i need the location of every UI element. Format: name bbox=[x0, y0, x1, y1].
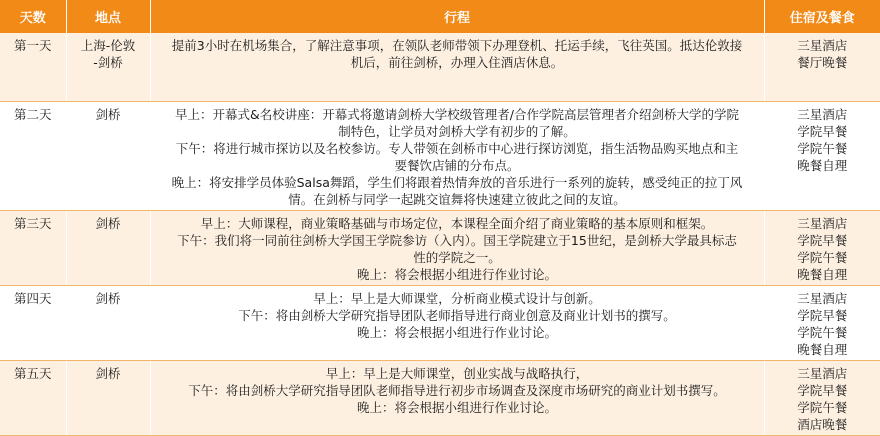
plan-line: 晚上：将安排学员体验Salsa舞蹈，学生们将跟着热情奔放的音乐进行一系列的旋转，感受纯正的拉丁风 bbox=[171, 175, 743, 190]
stay-line: 三星酒店 bbox=[797, 107, 848, 122]
stay-line: 学院午餐 bbox=[797, 325, 848, 340]
cell-day: 第四天 bbox=[0, 286, 66, 361]
stay-line: 三星酒店 bbox=[797, 366, 848, 381]
plan-line: 晚上：将会根据小组进行作业讨论。 bbox=[356, 267, 557, 282]
place-line: 上海-伦敦 bbox=[80, 38, 136, 53]
stay-line: 三星酒店 bbox=[797, 291, 848, 306]
stay-line: 学院早餐 bbox=[797, 383, 848, 398]
cell-plan bbox=[150, 102, 764, 211]
place-line: 剑桥 bbox=[95, 107, 121, 122]
cell-stay bbox=[764, 33, 880, 102]
stay-line: 三星酒店 bbox=[797, 38, 848, 53]
stay-line: 学院早餐 bbox=[797, 308, 848, 323]
stay-line: 晚餐自理 bbox=[797, 158, 848, 173]
plan-line: 下午：将由剑桥大学研究指导团队老师指导进行商业创意及商业计划书的撰写。 bbox=[238, 308, 676, 323]
cell-stay bbox=[764, 102, 880, 211]
cell-day: 第二天 bbox=[0, 102, 66, 211]
stay-line: 学院午餐 bbox=[797, 250, 848, 265]
plan-line: 性的学院之一。 bbox=[413, 250, 501, 265]
plan-line: 早上：早上是大师课堂，创业实战与战略执行， bbox=[325, 366, 589, 381]
plan-line: 要餐饮店铺的分布点。 bbox=[394, 158, 520, 173]
table-row bbox=[0, 33, 880, 102]
table-header-row bbox=[0, 0, 880, 33]
table-row bbox=[0, 102, 880, 211]
cell-plan bbox=[150, 286, 764, 361]
place-line: 剑桥 bbox=[95, 366, 121, 381]
stay-line: 酒店晚餐 bbox=[797, 417, 848, 432]
cell-place bbox=[66, 286, 150, 361]
plan-line: 提前3小时在机场集合，了解注意事项，在领队老师带领下办理登机、托运手续，飞往英国。抵达伦敦接 bbox=[171, 38, 743, 53]
place-line: 剑桥 bbox=[95, 291, 121, 306]
header-day: 天数 bbox=[0, 0, 66, 33]
cell-stay bbox=[764, 286, 880, 361]
stay-line: 晚餐自理 bbox=[797, 267, 848, 282]
stay-line: 学院早餐 bbox=[797, 233, 848, 248]
plan-line: 晚上：将会根据小组进行作业讨论。 bbox=[356, 400, 557, 415]
cell-plan bbox=[150, 211, 764, 286]
stay-line: 晚餐自理 bbox=[797, 342, 848, 357]
header-place: 地点 bbox=[66, 0, 150, 33]
plan-line: 早上：大师课程，商业策略基础与市场定位，本课程全面介绍了商业策略的基本原则和框架。 bbox=[200, 216, 714, 231]
plan-line: 情。在剑桥与同学一起跳交谊舞将快速建立彼此之间的友谊。 bbox=[288, 192, 626, 207]
cell-place bbox=[66, 102, 150, 211]
plan-line: 制特色，让学员对剑桥大学有初步的了解。 bbox=[338, 124, 576, 139]
cell-plan bbox=[150, 33, 764, 102]
cell-stay bbox=[764, 361, 880, 436]
table-row bbox=[0, 286, 880, 361]
plan-line: 下午：将进行城市探访以及名校参访。专人带领在剑桥市中心进行探访浏览，指生活物品购买地点和主 bbox=[175, 141, 739, 156]
plan-line: 机后，前往剑桥，办理入住酒店休息。 bbox=[350, 55, 564, 70]
header-stay: 住宿及餐食 bbox=[764, 0, 880, 33]
place-line: 剑桥 bbox=[95, 216, 121, 231]
plan-line: 早上：早上是大师课堂，分析商业模式设计与创新。 bbox=[313, 291, 601, 306]
cell-day: 第五天 bbox=[0, 361, 66, 436]
header-plan: 行程 bbox=[150, 0, 764, 33]
cell-plan bbox=[150, 361, 764, 436]
cell-place bbox=[66, 361, 150, 436]
plan-line: 早上：开幕式&名校讲座：开幕式将邀请剑桥大学校级管理者/合作学院高层管理者介绍剑桥大学的学院 bbox=[175, 107, 739, 122]
cell-place bbox=[66, 33, 150, 102]
cell-day: 第一天 bbox=[0, 33, 66, 102]
stay-line: 学院早餐 bbox=[797, 124, 848, 139]
cell-day: 第三天 bbox=[0, 211, 66, 286]
stay-line: 学院午餐 bbox=[797, 400, 848, 415]
cell-stay bbox=[764, 211, 880, 286]
table-row bbox=[0, 211, 880, 286]
plan-line: 下午：将由剑桥大学研究指导团队老师指导进行初步市场调查及深度市场研究的商业计划书撰写。 bbox=[188, 383, 726, 398]
plan-line: 晚上：将会根据小组进行作业讨论。 bbox=[356, 325, 557, 340]
plan-line: 下午：我们将一同前往剑桥大学国王学院参访（入内）。国王学院建立于15世纪，是剑桥大学最具标志 bbox=[177, 233, 737, 248]
table-row bbox=[0, 361, 880, 436]
stay-line: 学院午餐 bbox=[797, 141, 848, 156]
stay-line: 三星酒店 bbox=[797, 216, 848, 231]
place-line: -剑桥 bbox=[93, 55, 123, 70]
cell-place bbox=[66, 211, 150, 286]
stay-line: 餐厅晚餐 bbox=[797, 55, 848, 70]
